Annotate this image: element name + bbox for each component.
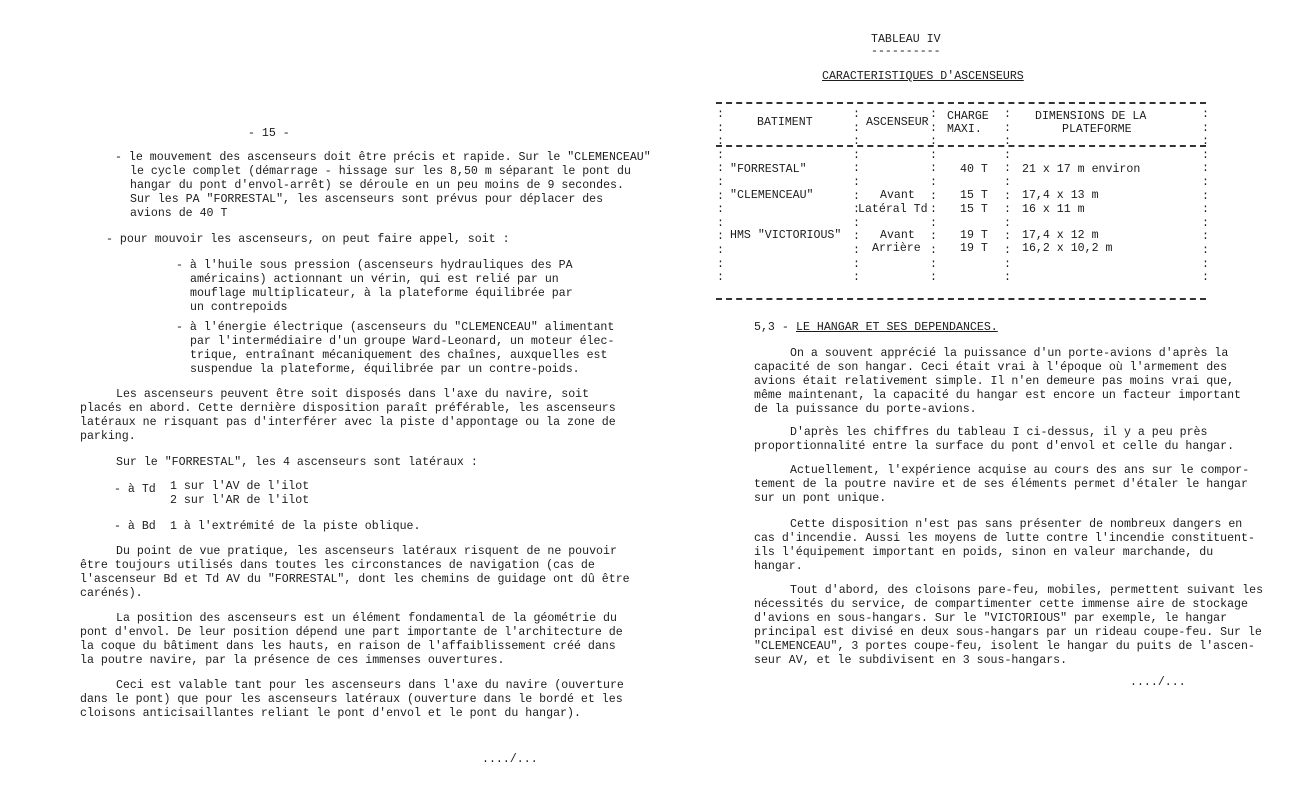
text-line: - le mouvement des ascenseurs doit être précis et rapide. Sur le "CLEMENCEAU" <box>115 151 651 164</box>
text-line: hangar du pont d'envol-arrêt) se déroule en un peu moins de 9 secondes. <box>130 179 624 192</box>
column-separator: : : : : : : : : : : : : : <box>853 108 860 285</box>
text-line: Tout d'abord, des cloisons pare-feu, mobiles, permettent suivant les <box>790 584 1264 597</box>
cell-charge: 15 T <box>960 203 988 216</box>
cell-charge: 40 T <box>960 163 988 176</box>
table-title: TABLEAU IV <box>871 33 941 46</box>
text-line: la coque du bâtiment dans les hauts, en raison de l'affaiblissement créé dans <box>80 640 616 653</box>
text-line: la poutre navire, par la présence de ces immenses ouvertures. <box>80 654 505 667</box>
text-line: américains) actionnant un vérin, qui est relié par un <box>190 273 559 286</box>
header-ascenseur: ASCENSEUR <box>866 116 929 129</box>
text-line: nécessités du service, de compartimenter cette immense aire de stockage <box>754 598 1248 611</box>
text-line: le cycle complet (démarrage - hissage sur les 8,50 m séparant le pont du <box>130 165 631 178</box>
table-top-rule <box>716 102 1206 104</box>
td-label: - à Td <box>114 483 156 496</box>
header-charge: CHARGE <box>947 110 989 123</box>
text-line: Cette disposition n'est pas sans présenter de nombreux dangers en <box>790 518 1243 531</box>
cell-dimensions: 17,4 x 13 m <box>1022 189 1099 202</box>
text-line: d'avions en sous-hangars. Sur le "VICTORIOUS" par exemple, le hangar <box>754 612 1228 625</box>
text-line: suspendue la plateforme, équilibrée par un contre-poids. <box>190 363 580 376</box>
text-line: "CLEMENCEAU", 3 portes coupe-feu, isolent le hangar du puits de l'ascen- <box>754 640 1255 653</box>
text-line: trique, entraînant mécaniquement des chaînes, auxquelles est <box>190 349 608 362</box>
text-line: cas d'incendie. Aussi les moyens de lutte contre l'incendie constituent- <box>754 532 1255 545</box>
text-line: cloisons anticisaillantes reliant le pont d'envol et le pont du hangar). <box>80 707 581 720</box>
cell-dimensions: 16 x 11 m <box>1022 203 1085 216</box>
text-line: D'après les chiffres du tableau I ci-dessus, il y a peu près <box>790 426 1208 439</box>
header-dimensions: DIMENSIONS DE LA <box>1035 110 1147 123</box>
text-line: Ceci est valable tant pour les ascenseurs dans l'axe du navire (ouverture <box>116 679 624 692</box>
table-subtitle: CARACTERISTIQUES D'ASCENSEURS <box>822 70 1024 83</box>
text-line: - à l'huile sous pression (ascenseurs hydrauliques des PA <box>176 259 573 272</box>
cell-ascenseur: Avant <box>880 189 915 202</box>
text-line: Du point de vue pratique, les ascenseurs latéraux risquent de ne pouvoir <box>116 545 617 558</box>
text-line: par l'intermédiaire d'un groupe Ward-Leonard, un moteur élec- <box>190 335 615 348</box>
column-separator: : : : : : : : : : : : : : <box>1004 108 1011 285</box>
text-line: l'ascenseur Bd et Td AV du "FORRESTAL", dont les chemins de guidage ont dû être <box>80 573 630 586</box>
text-line: dans le pont) que pour les ascenseurs latéraux (ouverture dans le bordé et les <box>80 693 623 706</box>
text-line: capacité de son hangar. Ceci était vrai à l'époque où l'armement des <box>754 361 1228 374</box>
column-separator: : : : : : : : : : : : : : <box>717 108 724 285</box>
move-intro: - pour mouvoir les ascenseurs, on peut faire appel, soit : <box>106 233 510 246</box>
text-line: sur un pont unique. <box>754 492 887 505</box>
cell-batiment: HMS "VICTORIOUS" <box>730 229 842 242</box>
header-batiment: BATIMENT <box>757 116 813 129</box>
column-separator: : : : : : : : : : : : : : <box>930 108 937 285</box>
continuation-mark: ..../... <box>482 753 538 766</box>
cell-charge: 15 T <box>960 189 988 202</box>
text-line: mouflage multiplicateur, à la plateforme équilibrée par <box>190 287 573 300</box>
right-page <box>650 0 1301 787</box>
cell-batiment: "FORRESTAL" <box>730 163 807 176</box>
column-separator: : : : : : : : : : : : : : <box>1202 108 1209 285</box>
header-charge: MAXI. <box>947 123 982 136</box>
text-line: seur AV, et le subdivisent en 3 sous-hangars. <box>754 654 1068 667</box>
text-line: - à l'énergie électrique (ascenseurs du "CLEMENCEAU" alimentant <box>176 321 615 334</box>
text-line: pont d'envol. De leur position dépend une part importante de l'architecture de <box>80 626 623 639</box>
continuation-mark: ..../... <box>1130 676 1186 689</box>
bd-line: 1 à l'extrémité de la piste oblique. <box>170 520 421 533</box>
bd-label: - à Bd <box>114 520 156 533</box>
text-line: hangar. <box>754 560 803 573</box>
text-line: Sur les PA "FORRESTAL", les ascenseurs sont prévus pour déplacer des <box>130 193 604 206</box>
forrestal-intro: Sur le "FORRESTAL", les 4 ascenseurs sont latéraux : <box>116 456 478 469</box>
cell-charge: 19 T <box>960 242 988 255</box>
text-line: Actuellement, l'expérience acquise au cours des ans sur le compor- <box>790 464 1250 477</box>
text-line: être toujours utilisés dans toutes les circonstances de navigation (cas de <box>80 559 595 572</box>
text-line: On a souvent apprécié la puissance d'un porte-avions d'après la <box>790 347 1229 360</box>
text-line: proportionnalité entre la surface du pont d'envol et celle du hangar. <box>754 440 1235 453</box>
td-line: 1 sur l'AV de l'ilot <box>170 480 310 493</box>
text-line: avions de 40 T <box>130 207 228 220</box>
cell-dimensions: 21 x 17 m environ <box>1022 163 1141 176</box>
cell-batiment: "CLEMENCEAU" <box>730 189 814 202</box>
text-line: carénés). <box>80 587 143 600</box>
cell-dimensions: 16,2 x 10,2 m <box>1022 242 1113 255</box>
cell-dimensions: 17,4 x 12 m <box>1022 229 1099 242</box>
cell-ascenseur: Latéral Td <box>858 203 928 216</box>
cell-charge: 19 T <box>960 229 988 242</box>
table-bottom-rule <box>716 298 1206 300</box>
text-line: La position des ascenseurs est un élément fondamental de la géométrie du <box>116 612 617 625</box>
text-line: un contrepoids <box>190 301 288 314</box>
header-dimensions: PLATEFORME <box>1062 123 1132 136</box>
td-line: 2 sur l'AR de l'ilot <box>170 494 310 507</box>
page-number: - 15 - <box>248 127 290 140</box>
text-line: parking. <box>80 430 136 443</box>
section-title: LE HANGAR ET SES DEPENDANCES. <box>796 321 998 334</box>
text-line: Les ascenseurs peuvent être soit disposés dans l'axe du navire, soit <box>116 388 590 401</box>
text-line: même maintenant, la capacité du hangar est encore un facteur important <box>754 389 1242 402</box>
text-line: avions était relativement simple. Il n'en demeure pas moins vrai que, <box>754 375 1235 388</box>
cell-ascenseur: Avant <box>880 229 915 242</box>
text-line: tement de la poutre navire et de ses éléments permet d'étaler le hangar <box>754 478 1248 491</box>
text-line: de la puissance du porte-avions. <box>754 403 977 416</box>
table-header-rule <box>716 145 1206 147</box>
cell-ascenseur: Arrière <box>872 242 921 255</box>
text-line: placés en abord. Cette dernière disposition paraît préférable, les ascenseurs <box>80 402 616 415</box>
text-line: principal est divisé en deux sous-hangars par un rideau coupe-feu. Sur le <box>754 626 1262 639</box>
section-number: 5,3 - <box>754 321 789 334</box>
text-line: ils l'équipement important en poids, sinon en valeur marchande, du <box>754 546 1214 559</box>
title-underline: ---------- <box>871 45 941 58</box>
text-line: latéraux ne risquant pas d'interférer avec la piste d'appontage ou la zone de <box>80 416 616 429</box>
